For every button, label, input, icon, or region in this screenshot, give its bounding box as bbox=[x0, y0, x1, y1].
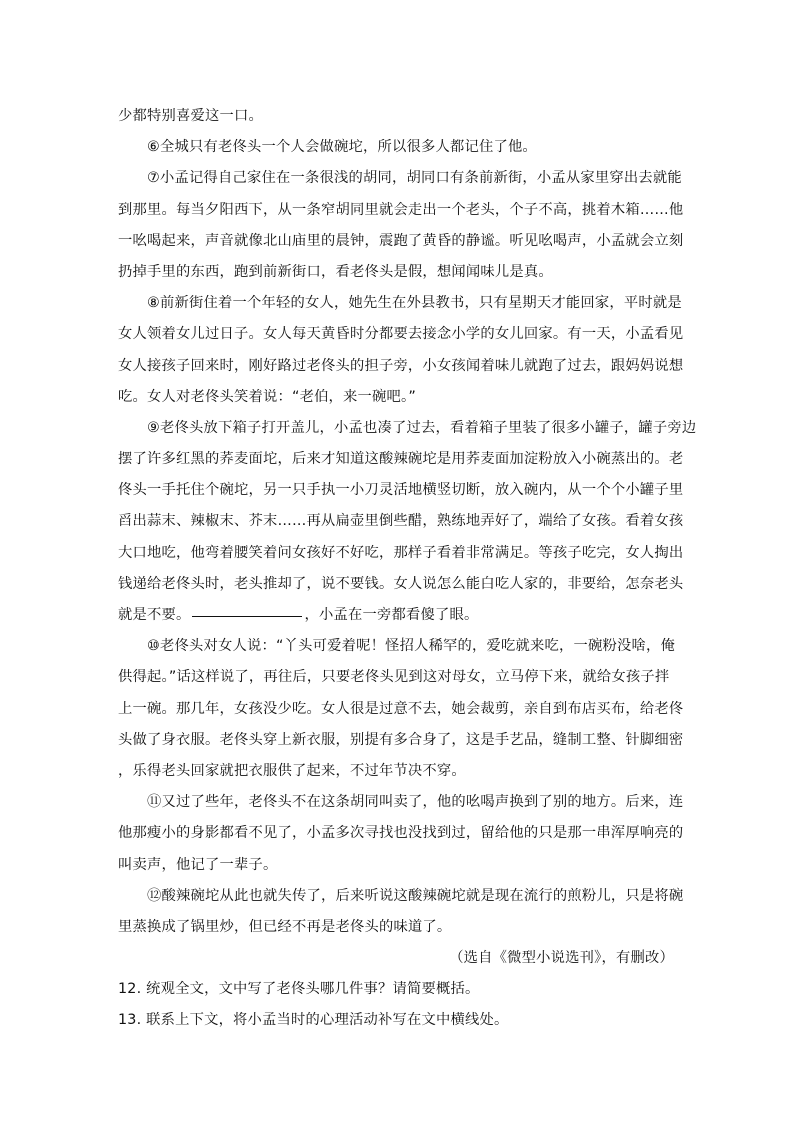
paragraph-line: 供得起。”话这样说了，再往后，只要老佟头见到这对母女，立马停下来，就给女孩子拌 bbox=[118, 669, 670, 686]
paragraph-line: 扔掉手里的东西，跑到前新街口，看老佟头是假，想闻闻味儿是真。 bbox=[118, 263, 553, 280]
paragraph-7: ⑦小孟记得自己家住在一条很浅的胡同，胡同口有条前新街，小孟从家里穿出去就能 bbox=[147, 170, 682, 187]
paragraph-line: 少都特别喜爱这一口。 bbox=[118, 108, 263, 124]
question-12: 12. 统观全文，文中写了老佟头哪几件事？请简要概括。 bbox=[118, 981, 480, 998]
question-13: 13. 联系上下文，将小孟当时的心理活动补写在文中横线处。 bbox=[118, 1012, 509, 1029]
paragraph-6: ⑥全城只有老佟头一个人会做碗坨，所以很多人都记住了他。 bbox=[147, 139, 537, 156]
paragraph-8: ⑧前新街住着一个年轻的女人，她先生在外县教书，只有星期天才能回家，平时就是 bbox=[147, 295, 682, 312]
paragraph-9: ⑨老佟头放下箱子打开盖儿，小孟也凑了过去，看着箱子里装了很多小罐子，罐子旁边 bbox=[147, 419, 697, 436]
fill-in-blank-line bbox=[118, 600, 674, 631]
paragraph-12: ⑫酸辣碗坨从此也就失传了，后来听说这酸辣碗坨就是现在流行的煎粉儿，只是将碗 bbox=[147, 887, 684, 904]
paragraph-line: 头做了身衣服。老佟头穿上新衣服，别提有多合身了，这是手艺品，缝制工整、针脚细密 bbox=[118, 731, 684, 748]
paragraph-line: 大口地吃，他弯着腰笑着问女孩好不好吃，那样子看着非常满足。等孩子吃完，女人掏出 bbox=[118, 544, 684, 561]
paragraph-line: 他那瘦小的身影都看不见了，小孟多次寻找也没找到过，留给他的只是那一串浑厚响亮的 bbox=[118, 825, 684, 842]
paragraph-line: 女人接孩子回来时，刚好路过老佟头的担子旁，小女孩闻着味儿就跑了过去，跟妈妈说想 bbox=[118, 357, 684, 374]
blank-line-after: ，小孟在一旁都看傻了眼。 bbox=[304, 607, 479, 623]
paragraph-line: 到那里。每当夕阳西下，从一条窄胡同里就会走出一个老头，个子不高，挑着木箱……他 bbox=[118, 201, 684, 218]
article-body bbox=[118, 101, 697, 1037]
source-citation: （选自《微型小说选刊》，有删改） bbox=[449, 950, 674, 967]
paragraph-line: 里蒸换成了锅里炒，但已经不再是老佟头的味道了。 bbox=[118, 918, 452, 935]
paragraph-line: 摆了许多红黑的荞麦面坨，后来才知道这酸辣碗坨是用荞麦面加淀粉放入小碗蒸出的。老 bbox=[118, 451, 684, 468]
paragraph-line: ，乐得老头回家就把衣服供了起来，不过年节决不穿。 bbox=[118, 762, 466, 779]
paragraph-line: 吃。女人对老佟头笑着说：“老伯，来一碗吧。” bbox=[118, 388, 416, 405]
paragraph-line: 舀出蒜末、辣椒末、芥末……再从扁壶里倒些醋，熟练地弄好了，端给了女孩。看着女孩 bbox=[118, 513, 684, 530]
paragraph-line: 佟头一手托住个碗坨，另一只手执一小刀灵活地横竖切断，放入碗内，从一个个小罐子里 bbox=[118, 482, 684, 499]
answer-blank[interactable] bbox=[192, 615, 302, 617]
paragraph-line: 钱递给老佟头时，老头推却了，说不要钱。女人说怎么能白吃人家的，非要给，怎奈老头 bbox=[118, 575, 684, 592]
paragraph-10: ⑩老佟头对女人说：“丫头可爱着呢！怪招人稀罕的，爱吃就来吃，一碗粉没啥，俺 bbox=[147, 638, 676, 655]
paragraph-line: 叫卖声，他记了一辈子。 bbox=[118, 856, 278, 873]
paragraph-line: 一吆喝起来，声音就像北山庙里的晨钟，震跑了黄昏的静谧。听见吆喝声，小孟就会立刻 bbox=[118, 232, 684, 249]
paragraph-line: 女人领着女儿过日子。女人每天黄昏时分都要去接念小学的女儿回家。有一天，小孟看见 bbox=[118, 326, 684, 343]
paragraph-line: 上一碗。那几年，女孩没少吃。女人很是过意不去，她会裁剪，亲自到布店买布，给老佟 bbox=[118, 700, 684, 717]
paragraph-11: ⑪又过了些年，老佟头不在这条胡同叫卖了，他的吆喝声换到了别的地方。后来，连 bbox=[147, 794, 684, 811]
blank-line-before: 就是不要。 bbox=[118, 607, 191, 623]
